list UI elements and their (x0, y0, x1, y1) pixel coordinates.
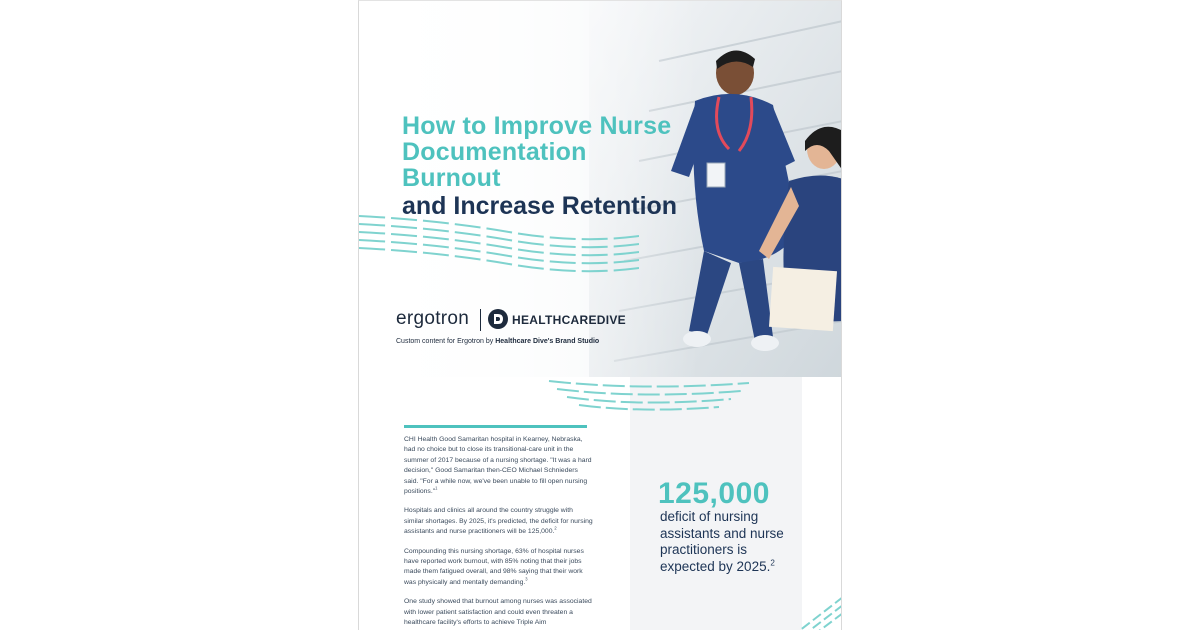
healthcare-wordmark: HEALTHCARE (512, 313, 597, 327)
stat-description (660, 509, 795, 575)
ergotron-logo: ergotron (396, 308, 470, 329)
footnote-2: 2 (554, 525, 557, 531)
paragraph-4-text: One study showed that burnout among nurses was associated with lower patient satisfaction and could even threaten a healthcare facility's efforts to achieve Triple Aim (404, 598, 592, 627)
title-line-1: How to Improve Nurse (402, 112, 672, 140)
credit-studio: Healthcare Dive's Brand Studio (495, 338, 600, 345)
healthcare-dive-logo (512, 313, 626, 327)
body-text (404, 435, 594, 630)
paragraph-1-text: CHI Health Good Samaritan hospital in Kearney, Nebraska, had no choice but to close its transitional-care unit in the summer of 2017 because of a nursing shortage. "It was a hard decision," Good Samaritan then-CEO Michael Schnieders said. "For a while now, we've been unable to fill open nursing positions." (404, 436, 592, 496)
healthcare-dive-icon (488, 309, 508, 329)
stat-number: 125,000 (658, 477, 770, 510)
paragraph-3-text: Compounding this nursing shortage, 63% of hospital nurses have reported work burnout, with 85% noting that their jobs made them fatigued overall, and 98% saying that their work was physically and mentally demanding. (404, 547, 584, 586)
paragraph-2 (404, 506, 594, 537)
paragraph-2-text: Hospitals and clinics all around the country struggle with similar shortages. By 2025, it's predicted, the deficit for nursing assistants and nurse practitioners will be 125,000. (404, 507, 593, 536)
teal-wave-pattern-bottom (539, 377, 759, 417)
title-line-2: Documentation Burnout (402, 138, 587, 192)
brand-logos (396, 308, 636, 332)
teal-wave-pattern-corner (789, 593, 842, 630)
dive-wordmark: DIVE (596, 313, 626, 327)
stat-text: deficit of nursing assistants and nurse practitioners is expected by 2025. (660, 509, 784, 574)
accent-rule (404, 425, 587, 428)
logo-divider (480, 309, 481, 331)
content-credit (396, 338, 599, 345)
hero-section (359, 1, 842, 377)
teal-wave-pattern (359, 206, 639, 276)
title-line-3: and Increase Retention (402, 192, 678, 220)
paragraph-4 (404, 597, 594, 628)
paragraph-3 (404, 547, 594, 589)
credit-prefix: Custom content for Ergotron by (396, 338, 494, 345)
document-title (402, 113, 682, 221)
paragraph-1 (404, 435, 594, 497)
document-page (358, 0, 842, 630)
footnote-3: 3 (525, 576, 528, 582)
footnote-1: 1 (435, 485, 438, 491)
stat-footnote: 2 (770, 558, 775, 568)
